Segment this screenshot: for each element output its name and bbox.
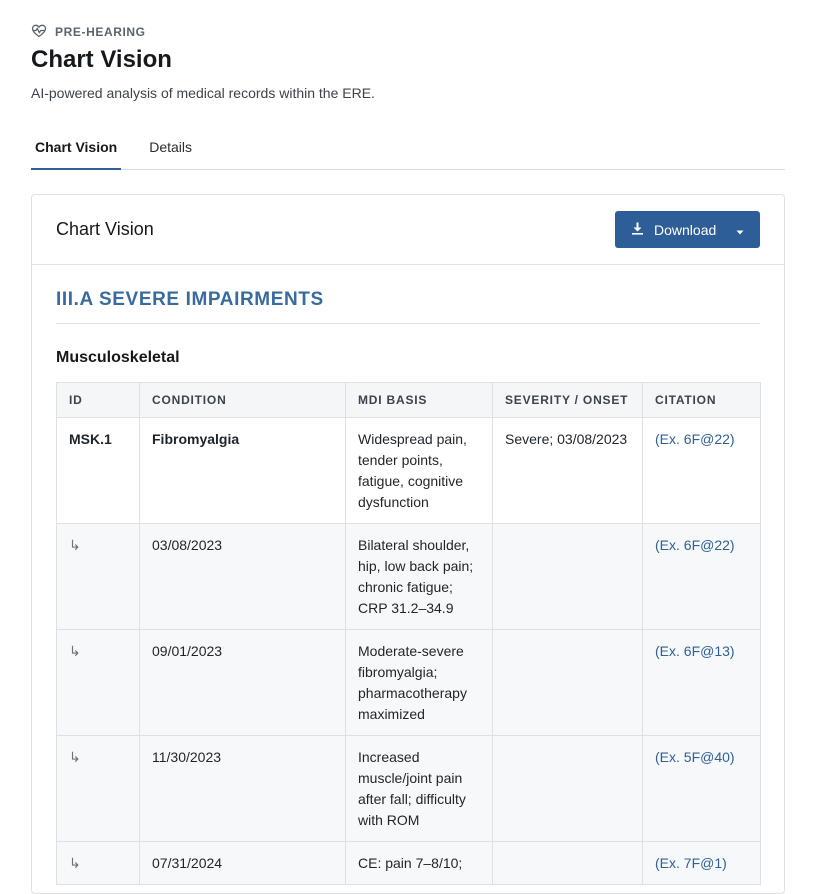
table-row [57, 842, 761, 885]
eyebrow-label: PRE-HEARING [55, 25, 146, 39]
citation-link[interactable]: (Ex. 5F@40) [655, 749, 735, 765]
table-row [57, 524, 761, 630]
row-mdi-basis: Bilateral shoulder, hip, low back pain; chronic fatigue; CRP 31.2–34.9 [346, 524, 493, 630]
page-subtitle: AI-powered analysis of medical records within the ERE. [31, 84, 375, 101]
group-title: Musculoskeletal [56, 349, 180, 366]
subrow-arrow-icon: ↳ [57, 524, 140, 630]
row-severity [493, 524, 643, 630]
row-severity: Severe; 03/08/2023 [493, 418, 643, 524]
row-severity [493, 630, 643, 736]
table-row [57, 736, 761, 842]
row-mdi-basis: Widespread pain, tender points, fatigue, cognitive dysfunction [346, 418, 493, 524]
card-body [32, 265, 784, 885]
card-header [32, 195, 784, 265]
citation-link[interactable]: (Ex. 6F@13) [655, 643, 735, 659]
section-title: III.A SEVERE IMPAIRMENTS [56, 289, 760, 324]
row-condition: Fibromyalgia [140, 418, 346, 524]
table-row [57, 630, 761, 736]
row-mdi-basis: Increased muscle/joint pain after fall; difficulty with ROM [346, 736, 493, 842]
table-row [57, 418, 761, 524]
citation-link[interactable]: (Ex. 7F@1) [655, 855, 727, 871]
impairments-table [56, 382, 761, 885]
tab-bar [31, 130, 785, 170]
download-icon [631, 222, 644, 238]
tab-details[interactable]: Details [149, 139, 192, 155]
tab-chart-vision[interactable]: Chart Vision [31, 130, 121, 170]
citation-link[interactable]: (Ex. 6F@22) [655, 431, 735, 447]
row-severity [493, 842, 643, 885]
column-header-mdi-basis: MDI BASIS [346, 383, 493, 418]
column-header-condition: CONDITION [140, 383, 346, 418]
row-mdi-basis: Moderate-severe fibromyalgia; pharmacotherapy maximized [346, 630, 493, 736]
subrow-arrow-icon: ↳ [57, 630, 140, 736]
row-condition: 11/30/2023 [140, 736, 346, 842]
row-id: MSK.1 [57, 418, 140, 524]
download-label: Download [654, 221, 717, 238]
page-header [31, 24, 785, 101]
card-title: Chart Vision [56, 219, 154, 239]
citation-link[interactable]: (Ex. 6F@22) [655, 537, 735, 553]
row-condition: 09/01/2023 [140, 630, 346, 736]
caret-down-icon [736, 222, 744, 238]
row-mdi-basis: CE: pain 7–8/10; [346, 842, 493, 885]
page-title: Chart Vision [31, 46, 172, 73]
column-header-severity-onset: SEVERITY / ONSET [493, 383, 643, 418]
chart-vision-card [31, 194, 785, 894]
heart-pulse-icon [31, 23, 47, 42]
row-condition: 03/08/2023 [140, 524, 346, 630]
table-header-row [57, 383, 761, 418]
row-condition: 07/31/2024 [140, 842, 346, 885]
subrow-arrow-icon: ↳ [57, 736, 140, 842]
column-header-citation: CITATION [643, 383, 761, 418]
column-header-id: ID [57, 383, 140, 418]
download-button[interactable] [615, 211, 760, 248]
subrow-arrow-icon: ↳ [57, 842, 140, 885]
eyebrow [31, 24, 785, 40]
row-severity [493, 736, 643, 842]
